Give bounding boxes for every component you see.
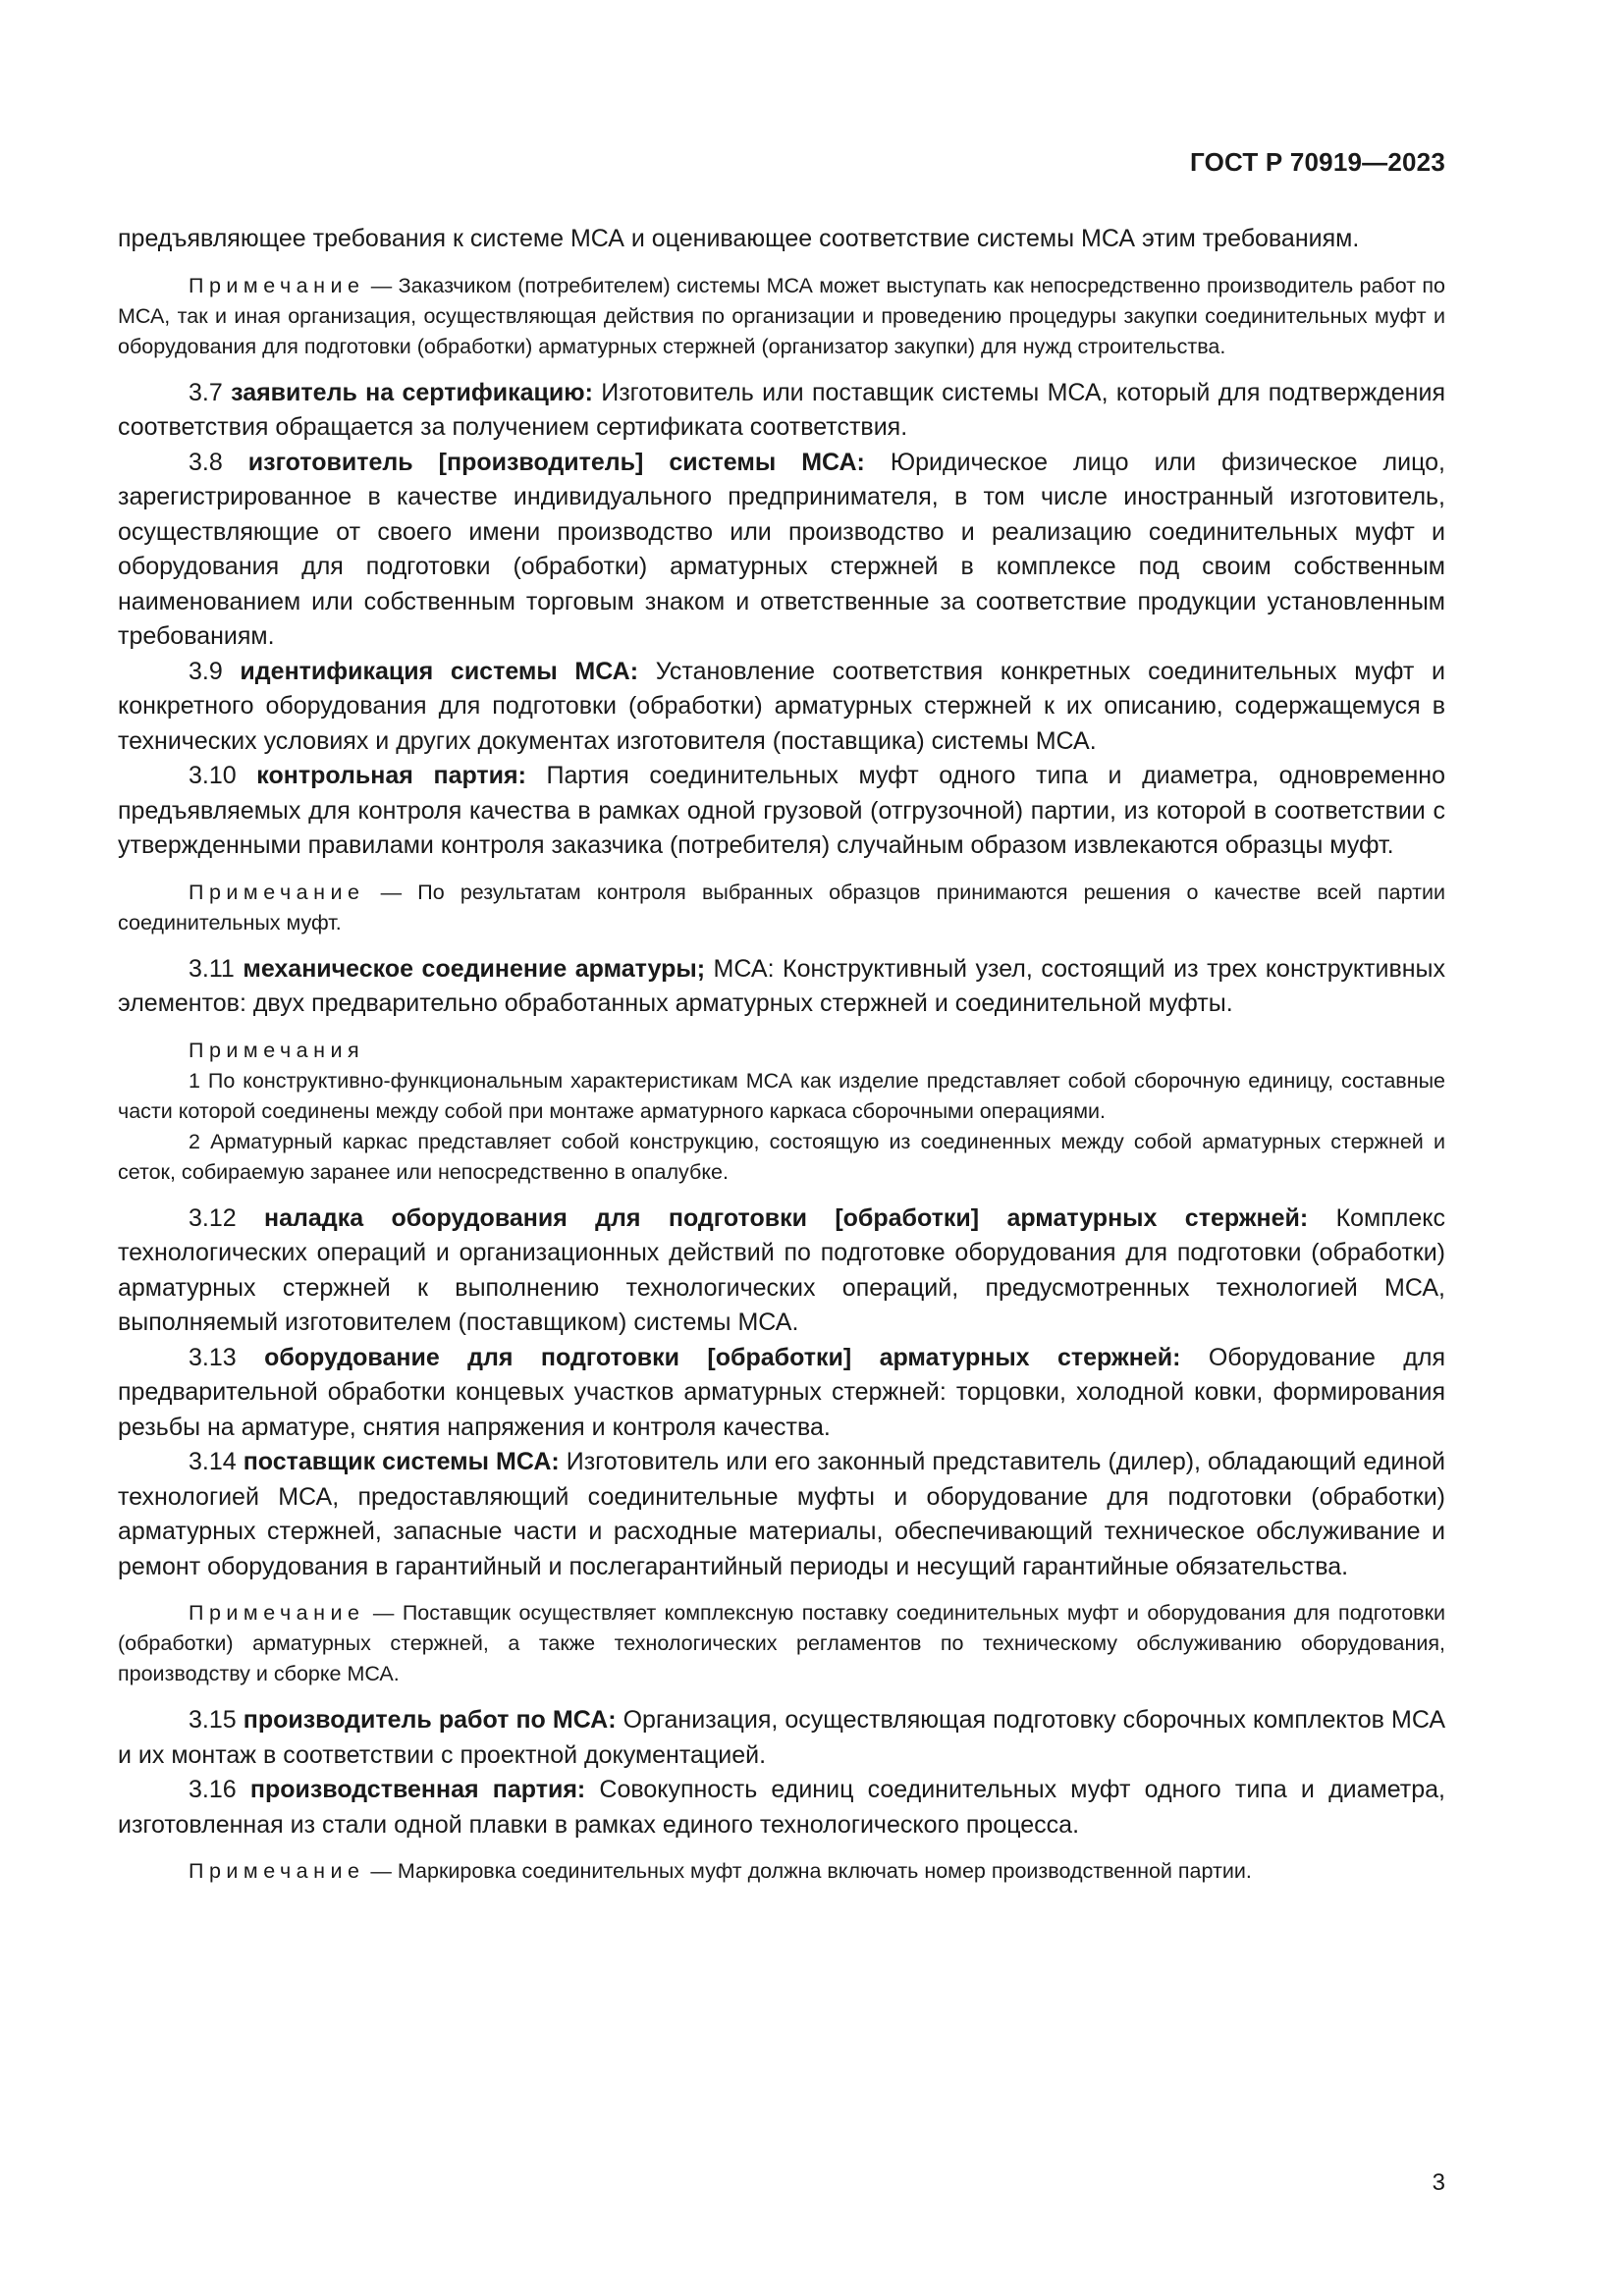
note-supplier: [118, 1598, 1445, 1689]
term: изготовитель [производитель] системы МСА:: [247, 448, 865, 476]
definition-3-12: [118, 1201, 1445, 1341]
term: поставщик системы МСА:: [243, 1448, 560, 1475]
clause-number: 3.10: [189, 762, 257, 789]
note-customer: [118, 271, 1445, 362]
page-number: 3: [1432, 2169, 1445, 2196]
clause-number: 3.7: [189, 378, 232, 406]
clause-number: 3.14: [189, 1448, 244, 1475]
clause-number: 3.16: [189, 1776, 250, 1803]
note-text: — Маркировка соединительных муфт должна включать номер производственной партии.: [364, 1859, 1252, 1883]
clause-number: 3.15: [189, 1706, 244, 1734]
term: заявитель на сертификацию:: [231, 378, 593, 406]
definition-3-16: [118, 1773, 1445, 1842]
notes-heading: [118, 1036, 1445, 1066]
note-production-batch: [118, 1856, 1445, 1887]
definition-3-10: [118, 759, 1445, 864]
definition-text: Партия соединительных муфт одного типа и диаметра, одновременно предъявляемых для контроля качества в рамках одной грузовой (отгрузочной) партии, из которой в соответствии с утвержденными правилами контроля заказчика (потребителя) случайным образом извлекаются образцы муфт.: [118, 762, 1445, 859]
definition-3-9: [118, 655, 1445, 760]
definition-text: Установление соответствия конкретных соединительных муфт и конкретного оборудования для подготовки (обработки) арматурных стержней к их описанию, содержащемуся в технических условиях и других документах изготовителя (поставщика) системы МСА.: [118, 657, 1445, 755]
clause-number: 3.13: [189, 1343, 265, 1371]
note-label: Примечание: [189, 273, 365, 297]
definition-3-8: [118, 446, 1445, 655]
notes-3-11: [118, 1036, 1445, 1188]
term: производитель работ по МСА:: [243, 1706, 617, 1734]
definition-text: Изготовитель или поставщик системы МСА, который для подтверждения соответствия обращается за получением сертификата соответствия.: [118, 378, 1445, 441]
term: оборудование для подготовки [обработки] арматурных стержней:: [264, 1343, 1181, 1371]
definition-text: МСА: Конструктивный узел, состоящий из трех конструктивных элементов: двух предварительно обработанных арматурных стержней и соединительной муфты.: [118, 954, 1446, 1017]
document-code: ГОСТ Р 70919—2023: [1190, 147, 1445, 177]
continuation-paragraph: предъявляющее требования к системе МСА и оценивающее соответствие системы МСА этим требованиям.: [118, 225, 1360, 252]
definition-text: Юридическое лицо или физическое лицо, зарегистрированное в качестве индивидуального предпринимателя, в том числе иностранный изготовитель, осуществляющие от своего имени производство или производство и реализацию соединительных муфт и оборудования для подготовки (обработки) арматурных стержней в комплексе под своим собственным наименованием или собственным торговым знаком и ответственные за соответствие продукции установленным требованиям.: [118, 448, 1445, 650]
note-text: — Заказчиком (потребителем) системы МСА может выступать как непосредственно производитель работ по МСА, так и иная организация, осуществляющая действия по организации и проведению процедуры закупки соединительных муфт и оборудования для подготовки (обработки) арматурных стержней (организатор закупки) для нужд строительства.: [118, 273, 1445, 358]
page-content: [118, 222, 1445, 1900]
notes-label: Примечания: [189, 1038, 365, 1062]
definition-3-11: [118, 952, 1445, 1022]
term: механическое соединение арматуры;: [243, 954, 706, 983]
clause-number: 3.9: [189, 657, 241, 685]
note-text: — По результатам контроля выбранных образцов принимаются решения о качестве всей партии соединительных муфт.: [118, 880, 1445, 934]
term: наладка оборудования для подготовки [обработки] арматурных стержней:: [264, 1203, 1309, 1232]
note-control-batch: [118, 878, 1445, 938]
definition-3-7: [118, 376, 1445, 446]
note-label: Примечание: [189, 1601, 365, 1625]
definition-text: Организация, осуществляющая подготовку сборочных комплектов МСА и их монтаж в соответствии с проектной документацией.: [118, 1706, 1445, 1769]
definition-text: Комплекс технологических операций и организационных действий по подготовке оборудования для подготовки (обработки) арматурных стержней к выполнению технологических операций, предусмотренных технологией МСА, выполняемый изготовителем (поставщиком) системы МСА.: [118, 1203, 1445, 1336]
definition-3-15: [118, 1703, 1445, 1773]
clause-number: 3.8: [189, 448, 248, 476]
clause-number: 3.11: [189, 954, 244, 983]
note-item-1: 1 По конструктивно-функциональным характеристикам МСА как изделие представляет собой сборочную единицу, составные части которой соединены между собой при монтаже арматурного каркаса сборочными операциями.: [118, 1068, 1445, 1123]
definition-text: Оборудование для предварительной обработки концевых участков арматурных стержней: торцовки, холодной ковки, формирования резьбы на арматуре, снятия напряжения и контроля качества.: [118, 1343, 1445, 1441]
definition-3-14: [118, 1445, 1445, 1584]
note-label: Примечание: [189, 880, 365, 904]
definition-3-13: [118, 1341, 1445, 1446]
definition-text: Совокупность единиц соединительных муфт одного типа и диаметра, изготовленная из стали одной плавки в рамках единого технологического процесса.: [118, 1776, 1445, 1839]
definition-text: Изготовитель или его законный представитель (дилер), обладающий единой технологией МСА, предоставляющий соединительные муфты и оборудование для подготовки (обработки) арматурных стержней, запасные части и расходные материалы, обеспечивающий техническое обслуживание и ремонт оборудования в гарантийный и послегарантийный периоды и несущий гарантийные обязательства.: [118, 1448, 1445, 1580]
note-item-2: 2 Арматурный каркас представляет собой конструкцию, состоящую из соединенных между собой арматурных стержней и сеток, собираемую заранее или непосредственно в опалубке.: [118, 1129, 1445, 1184]
clause-number: 3.12: [189, 1203, 265, 1232]
term: идентификация системы МСА:: [240, 657, 639, 685]
term: контрольная партия:: [256, 762, 526, 789]
term: производственная партия:: [249, 1776, 586, 1803]
note-text: — Поставщик осуществляет комплексную поставку соединительных муфт и оборудования для подготовки (обработки) арматурных стержней, а также технологических регламентов по техническому обслуживанию оборудования, производству и сборке МСА.: [118, 1601, 1445, 1685]
note-label: Примечание: [189, 1859, 365, 1883]
